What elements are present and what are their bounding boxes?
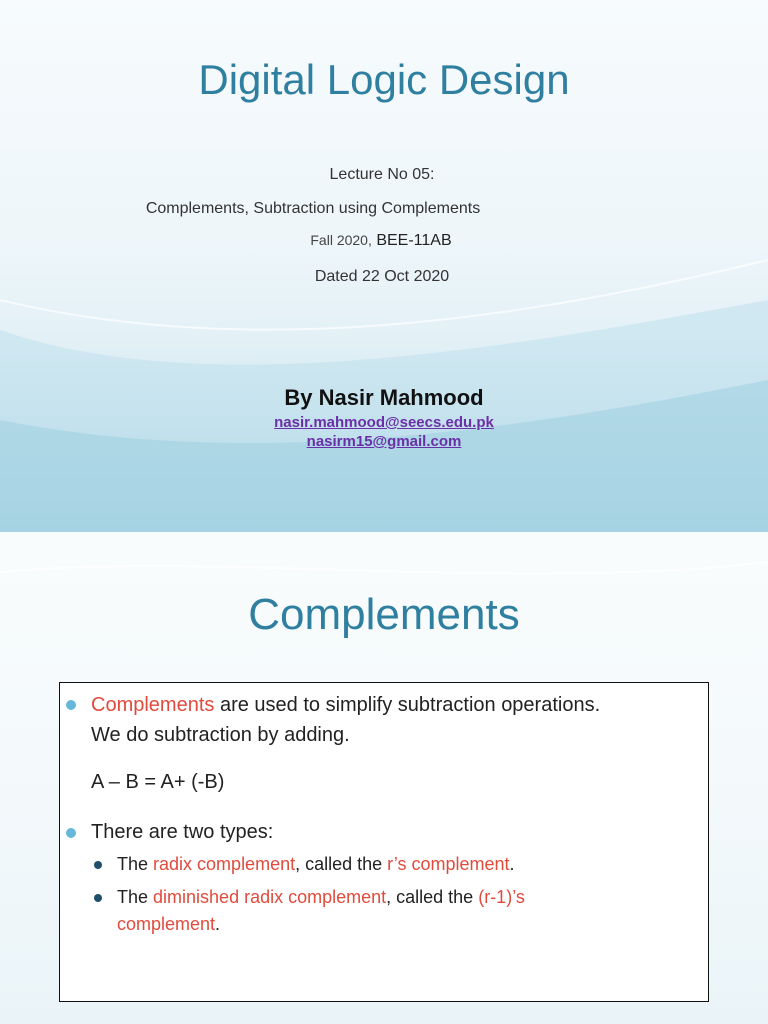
equation: A – B = A+ (-B) <box>91 771 225 793</box>
bullet-1-line-2: We do subtraction by adding. <box>91 724 350 746</box>
lecture-date: Dated 22 Oct 2020 <box>314 268 450 285</box>
term-line <box>0 232 765 250</box>
sub-bullet-1: The radix complement, called the r’s complement. <box>117 854 515 874</box>
bullet-dot <box>66 828 76 838</box>
author-name: By Nasir Mahmood <box>284 385 484 410</box>
slide-title: Digital Logic Design <box>198 56 570 103</box>
sub-bullet-dot <box>94 861 102 869</box>
highlight-term: Complements <box>91 694 215 716</box>
content-box <box>59 682 709 1002</box>
bullet-1-line-1: Complements are used to simplify subtraction operations. <box>91 694 601 716</box>
sub-bullet-dot <box>94 894 102 902</box>
bullet-dot <box>66 700 76 710</box>
complements-slide <box>0 532 768 1024</box>
email-link-secondary[interactable]: nasirm15@gmail.com <box>306 433 462 450</box>
lecture-topic: Complements, Subtraction using Complements <box>145 200 481 217</box>
sub-bullet-2-line-2: complement. <box>117 914 221 934</box>
lecture-number: Lecture No 05: <box>329 166 435 183</box>
sub-bullet-2-line-1: The diminished radix complement, called the (r-1)’s <box>117 887 525 907</box>
bullet-2: There are two types: <box>91 821 274 843</box>
term-class: BEE-11AB <box>376 232 452 249</box>
slide-title: Complements <box>248 590 520 639</box>
email-link-primary[interactable]: nasir.mahmood@seecs.edu.pk <box>274 414 494 431</box>
term-prefix: Fall 2020, <box>310 232 372 248</box>
